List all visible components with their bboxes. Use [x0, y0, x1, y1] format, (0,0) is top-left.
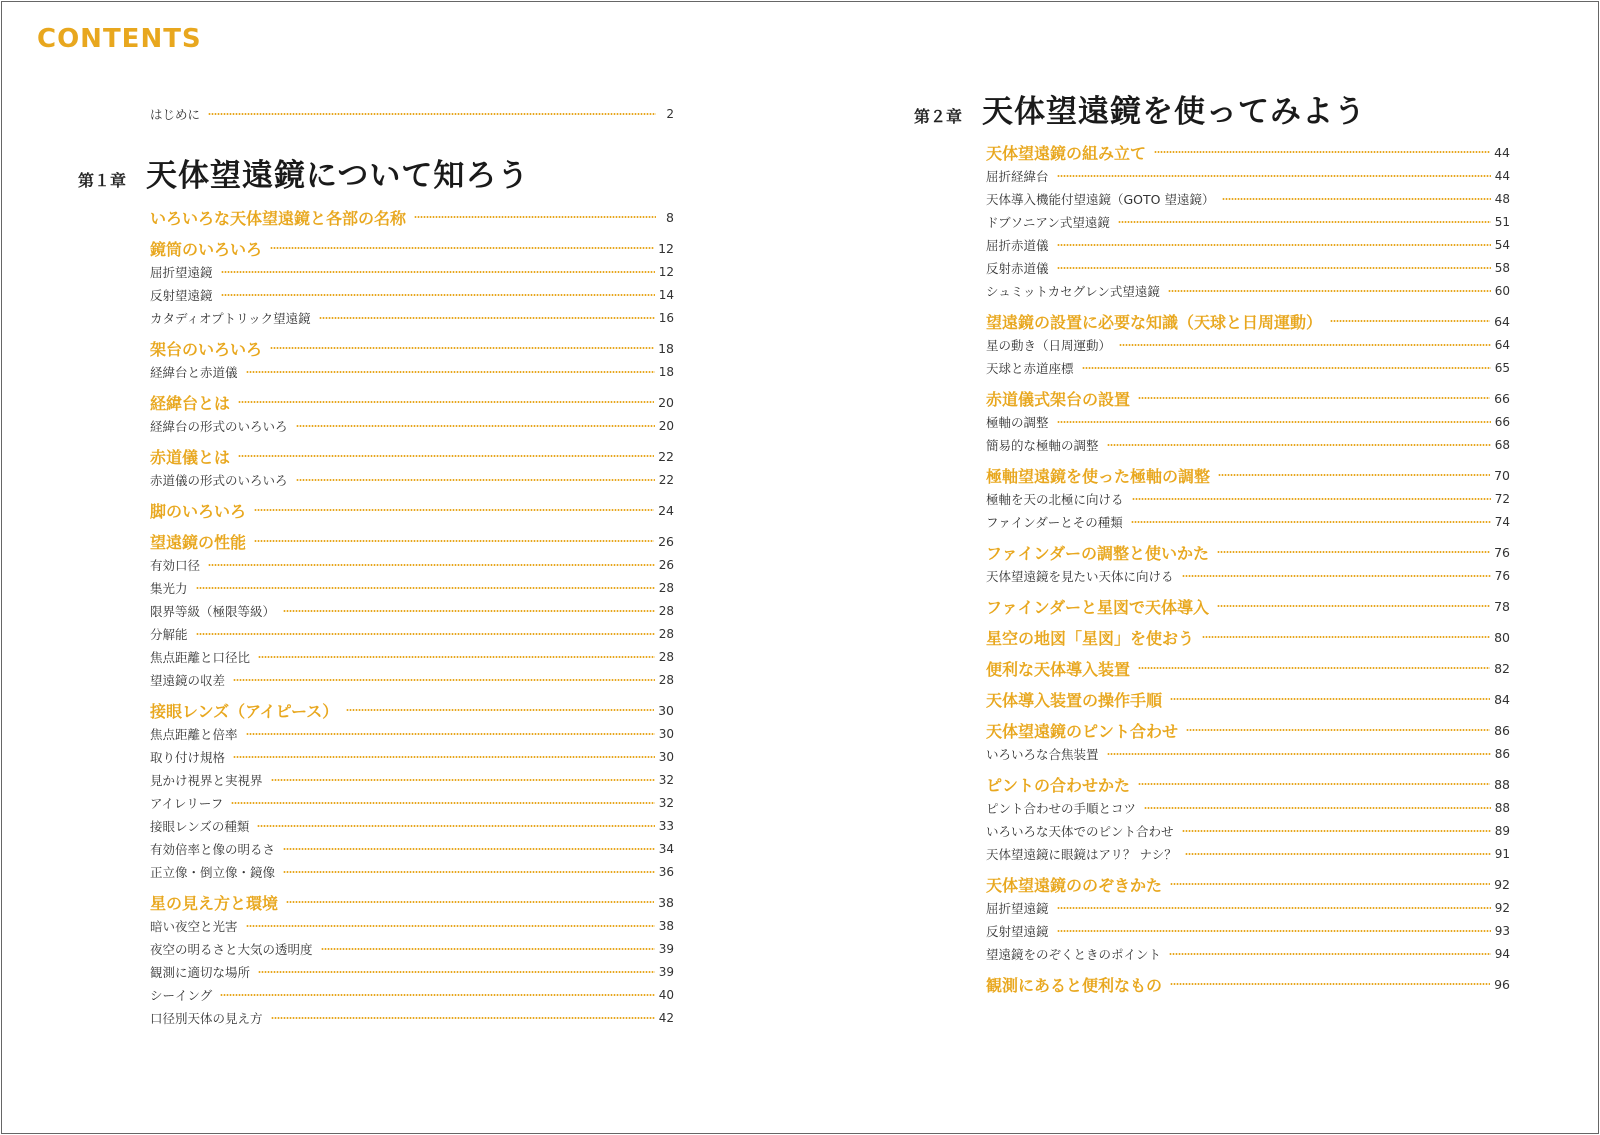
toc-section-heading[interactable]: [150, 890, 674, 914]
dot-leader: [1154, 151, 1490, 153]
chapter-title: 天体望遠鏡について知ろう: [146, 158, 530, 194]
toc-subentry[interactable]: [986, 487, 1510, 510]
toc-entry-label: 天球と赤道座標: [986, 360, 1074, 376]
page-number: 92: [1494, 876, 1510, 892]
dot-leader: [283, 610, 655, 612]
toc-entry-label: 夜空の明るさと大気の透明度: [150, 941, 313, 957]
dot-leader: [1119, 344, 1491, 346]
page-number: 48: [1494, 191, 1510, 206]
toc-entry-label: 焦点距離と口径比: [150, 649, 251, 665]
contents-heading: CONTENTS: [37, 24, 202, 54]
dot-leader: [238, 401, 654, 403]
toc-subentry[interactable]: [986, 187, 1510, 210]
dot-leader: [254, 540, 654, 542]
page-number: 33: [658, 818, 674, 833]
page-number: 28: [658, 672, 674, 687]
toc-entry-label: カタディオプトリック望遠鏡: [150, 310, 311, 326]
dot-leader: [270, 247, 654, 249]
page-number: 22: [658, 472, 674, 487]
toc-entry-label: 屈折望遠鏡: [986, 900, 1049, 916]
toc-section-heading[interactable]: [150, 498, 674, 522]
toc-section-heading[interactable]: [986, 972, 1510, 996]
page-number: 74: [1494, 514, 1510, 529]
toc-subentry[interactable]: [150, 837, 674, 860]
page-number: 12: [658, 264, 674, 279]
toc-entry-label: 赤道儀の形式のいろいろ: [150, 472, 288, 488]
toc-entry-label: ファインダーの調整と使いかた: [986, 543, 1210, 563]
toc-subentry[interactable]: [150, 791, 674, 814]
toc-subentry[interactable]: [986, 919, 1510, 942]
toc-section: [986, 540, 1510, 587]
toc-entry-label: いろいろな天体望遠鏡と各部の名称: [150, 208, 407, 228]
toc-entry-label: 反射望遠鏡: [986, 923, 1049, 939]
toc-subentry[interactable]: [986, 896, 1510, 919]
dot-leader: [271, 779, 655, 781]
page-number: 30: [658, 726, 674, 741]
toc-section: [150, 529, 674, 691]
toc-entry-label: 望遠鏡の性能: [150, 532, 247, 552]
page-number: 66: [1494, 414, 1510, 429]
toc-subentry[interactable]: [986, 210, 1510, 233]
toc-subentry[interactable]: [986, 510, 1510, 533]
toc-subentry[interactable]: [150, 576, 674, 599]
toc-entry-label: 極軸の調整: [986, 414, 1049, 430]
intro-entry[interactable]: [150, 104, 674, 124]
toc-entry-label: 屈折望遠鏡: [150, 264, 213, 280]
dot-leader: [271, 1017, 655, 1019]
toc-entry-label: 赤道儀式架台の設置: [986, 389, 1131, 409]
toc-subentry[interactable]: [986, 410, 1510, 433]
page-number: 39: [658, 964, 674, 979]
dot-leader: [1118, 221, 1491, 223]
page-number: 38: [658, 894, 674, 910]
toc-entry-label: 星の見え方と環境: [150, 893, 279, 913]
page-number: 26: [658, 533, 674, 549]
toc-entry-label: 星空の地図「星図」を使おう: [986, 628, 1195, 648]
toc-section-heading[interactable]: [986, 140, 1510, 164]
dot-leader: [1107, 753, 1491, 755]
toc-section: [150, 498, 674, 522]
toc-subentry[interactable]: [150, 768, 674, 791]
toc-entry-label: ドブソニアン式望遠鏡: [986, 214, 1110, 230]
toc-section-heading[interactable]: [986, 772, 1510, 796]
toc-entry-label: 赤道儀とは: [150, 447, 231, 467]
toc-entry-label: 極軸を天の北極に向ける: [986, 491, 1124, 507]
dot-leader: [1082, 367, 1491, 369]
toc-section: [986, 386, 1510, 456]
dot-leader: [286, 901, 654, 903]
page-number: 34: [658, 841, 674, 856]
dot-leader: [258, 656, 655, 658]
toc-entry-label: 経緯台の形式のいろいろ: [150, 418, 288, 434]
page-number: 51: [1494, 214, 1510, 229]
toc-entry-label: 暗い夜空と光害: [150, 918, 238, 934]
page-number: 28: [658, 580, 674, 595]
toc-entry-label: 望遠鏡の収差: [150, 672, 226, 688]
toc-subentry[interactable]: [150, 814, 674, 837]
toc-section: [986, 656, 1510, 680]
toc-subentry[interactable]: [986, 564, 1510, 587]
dot-leader: [258, 971, 655, 973]
toc-section: [986, 309, 1510, 379]
page-number: 91: [1494, 846, 1510, 861]
toc-entry-label: 反射望遠鏡: [150, 287, 213, 303]
dot-leader: [1057, 930, 1491, 932]
dot-leader: [1057, 244, 1491, 246]
page-number: 58: [1494, 260, 1510, 275]
toc-subentry[interactable]: [150, 360, 674, 383]
page-number: 96: [1494, 976, 1510, 992]
toc-section-heading[interactable]: [986, 625, 1510, 649]
page-number: 44: [1494, 144, 1510, 160]
dot-leader: [1057, 907, 1491, 909]
dot-leader: [283, 848, 655, 850]
page-number: 14: [658, 287, 674, 302]
toc-section-heading[interactable]: [150, 390, 674, 414]
toc-entry-label: シュミットカセグレン式望遠鏡: [986, 283, 1160, 299]
toc-section-heading[interactable]: [150, 698, 674, 722]
dot-leader: [1057, 421, 1491, 423]
dot-leader: [1057, 267, 1491, 269]
toc-entry-label: 観測に適切な場所: [150, 964, 251, 980]
toc-entry-label: ファインダーと星図で天体導入: [986, 597, 1210, 617]
dot-leader: [296, 425, 655, 427]
toc-entry-label: 反射赤道儀: [986, 260, 1049, 276]
dot-leader: [221, 271, 655, 273]
toc-entry-label: アイレリーフ: [150, 795, 224, 811]
dot-leader: [321, 948, 655, 950]
toc-entry-label: 正立像・倒立像・鏡像: [150, 864, 276, 880]
chapter-2-toc: [986, 140, 1510, 996]
toc-section-heading[interactable]: [150, 236, 674, 260]
toc-entry-label: 屈折経緯台: [986, 168, 1049, 184]
page-number: 20: [658, 418, 674, 433]
dot-leader: [1182, 830, 1491, 832]
dot-leader: [283, 871, 655, 873]
dot-leader: [1222, 198, 1490, 200]
page-number: 36: [658, 864, 674, 879]
toc-subentry[interactable]: [986, 433, 1510, 456]
page-number: 92: [1494, 900, 1510, 915]
dot-leader: [238, 455, 654, 457]
toc-entry-label: 極軸望遠鏡を使った極軸の調整: [986, 466, 1211, 486]
toc-entry-label: はじめに: [150, 107, 201, 122]
toc-entry-label: 経緯台とは: [150, 393, 231, 413]
toc-entry-label: 架台のいろいろ: [150, 339, 263, 359]
toc-section: [150, 205, 674, 229]
toc-entry-label: 分解能: [150, 626, 188, 642]
toc-entry-label: 限界等級（極限等級）: [150, 603, 276, 619]
page-number: 82: [1494, 660, 1510, 676]
toc-subentry[interactable]: [150, 722, 674, 745]
dot-leader: [246, 733, 655, 735]
toc-section: [150, 390, 674, 437]
toc-section-heading[interactable]: [986, 540, 1510, 564]
toc-section-heading[interactable]: [150, 529, 674, 553]
dot-leader: [1217, 551, 1490, 553]
toc-entry-label: 天体導入機能付望遠鏡（GOTO 望遠鏡）: [986, 191, 1215, 207]
toc-entry-label: 口径別天体の見え方: [150, 1010, 263, 1026]
toc-entry-label: ファインダーとその種類: [986, 514, 1123, 530]
page-number: 86: [1494, 746, 1510, 761]
page-number: 18: [658, 340, 674, 356]
page-number: 12: [658, 240, 674, 256]
toc-entry-label: 接眼レンズの種類: [150, 818, 250, 834]
dot-leader: [231, 802, 654, 804]
dot-leader: [233, 756, 655, 758]
toc-section: [150, 698, 674, 883]
page-number: 76: [1494, 568, 1510, 583]
toc-entry-label: 接眼レンズ（アイピース）: [150, 701, 339, 721]
toc-entry-label: 天体望遠鏡の組み立て: [986, 143, 1147, 163]
chapter-1-heading: [78, 150, 529, 195]
toc-section-heading[interactable]: [986, 463, 1510, 487]
page-number: 78: [1494, 598, 1510, 614]
toc-entry-label: 焦点距離と倍率: [150, 726, 238, 742]
page-number: 20: [658, 394, 674, 410]
toc-section: [986, 718, 1510, 765]
toc-section: [150, 236, 674, 329]
page-number: 64: [1494, 313, 1510, 329]
toc-entry-label: 天体望遠鏡のピント合わせ: [986, 721, 1179, 741]
chapter-1-toc: [150, 205, 674, 1029]
page-number: 28: [658, 603, 674, 618]
page-number: 30: [658, 702, 674, 718]
page-number: 93: [1494, 923, 1510, 938]
toc-entry-label: 天体望遠鏡ののぞきかた: [986, 875, 1163, 895]
dot-leader: [208, 564, 655, 566]
dot-leader: [1330, 320, 1490, 322]
toc-entry-label: 有効口径: [150, 557, 201, 573]
page-number: 28: [658, 649, 674, 664]
dot-leader: [221, 294, 655, 296]
page-number: 32: [658, 795, 674, 810]
toc-subentry[interactable]: [150, 668, 674, 691]
toc-entry-label: 有効倍率と像の明るさ: [150, 841, 276, 857]
dot-leader: [296, 479, 655, 481]
page-number: 94: [1494, 946, 1510, 961]
toc-subentry[interactable]: [150, 860, 674, 883]
toc-entry-label: ピント合わせの手順とコツ: [986, 800, 1137, 816]
toc-entry-label: 天体望遠鏡に眼鏡はアリ？ ナシ？: [986, 846, 1177, 862]
toc-subentry[interactable]: [150, 468, 674, 491]
dot-leader: [319, 317, 655, 319]
toc-subentry[interactable]: [986, 842, 1510, 865]
toc-section-heading[interactable]: [986, 718, 1510, 742]
dot-leader: [1107, 444, 1491, 446]
dot-leader: [1168, 290, 1491, 292]
toc-subentry[interactable]: [150, 283, 674, 306]
dot-leader: [1170, 883, 1490, 885]
dot-leader: [1169, 953, 1491, 955]
page-number: 26: [658, 557, 674, 572]
page-number: 32: [658, 772, 674, 787]
toc-section-heading[interactable]: [150, 205, 674, 229]
toc-entry-label: 見かけ視界と実視界: [150, 772, 263, 788]
dot-leader: [254, 509, 654, 511]
toc-section: [986, 772, 1510, 865]
dot-leader: [1138, 397, 1490, 399]
dot-leader: [1138, 667, 1490, 669]
toc-entry-label: 観測にあると便利なもの: [986, 975, 1163, 995]
page-number: 2: [666, 107, 674, 121]
page-number: 64: [1494, 337, 1510, 352]
toc-section: [986, 872, 1510, 965]
toc-subentry[interactable]: [986, 333, 1510, 356]
page-number: 28: [658, 626, 674, 641]
toc-subentry[interactable]: [986, 356, 1510, 379]
toc-section: [986, 687, 1510, 711]
dot-leader: [414, 216, 656, 218]
toc-entry-label: 取り付け規格: [150, 749, 226, 765]
chapter-2-heading: [914, 86, 1366, 131]
dot-leader: [257, 825, 654, 827]
dot-leader: [196, 587, 655, 589]
dot-leader: [233, 679, 655, 681]
page-number: 22: [658, 448, 674, 464]
toc-subentry[interactable]: [150, 1006, 674, 1029]
toc-subentry[interactable]: [150, 260, 674, 283]
toc-section-heading[interactable]: [986, 687, 1510, 711]
toc-section: [986, 140, 1510, 302]
dot-leader: [270, 347, 654, 349]
toc-entry-label: いろいろな天体でのピント合わせ: [986, 823, 1174, 839]
toc-subentry[interactable]: [150, 914, 674, 937]
page-number: 24: [658, 502, 674, 518]
dot-leader: [1182, 575, 1491, 577]
toc-entry-label: 望遠鏡をのぞくときのポイント: [986, 946, 1162, 962]
page-number: 39: [658, 941, 674, 956]
page-number: 42: [658, 1010, 674, 1025]
dot-leader: [1217, 605, 1490, 607]
toc-section-heading[interactable]: [986, 594, 1510, 618]
toc-subentry[interactable]: [150, 414, 674, 437]
dot-leader: [1186, 729, 1490, 731]
dot-leader: [1202, 636, 1490, 638]
dot-leader: [1057, 175, 1491, 177]
page-number: 44: [1494, 168, 1510, 183]
toc-subentry[interactable]: [986, 819, 1510, 842]
toc-section: [986, 594, 1510, 618]
page-number: 60: [1494, 283, 1510, 298]
toc-entry-label: 便利な天体導入装置: [986, 659, 1131, 679]
toc-entry-label: ピントの合わせかた: [986, 775, 1131, 795]
page-number: 38: [658, 918, 674, 933]
toc-entry-label: 天体導入装置の操作手順: [986, 690, 1163, 710]
toc-section-heading[interactable]: [150, 336, 674, 360]
toc-entry-label: 簡易的な極軸の調整: [986, 437, 1099, 453]
dot-leader: [1185, 853, 1491, 855]
toc-subentry[interactable]: [150, 645, 674, 668]
page-number: 84: [1494, 691, 1510, 707]
toc-section: [150, 890, 674, 1029]
dot-leader: [346, 709, 654, 711]
dot-leader: [246, 371, 655, 373]
page-number: 80: [1494, 629, 1510, 645]
toc-subentry[interactable]: [150, 745, 674, 768]
toc-entry-label: 鏡筒のいろいろ: [150, 239, 263, 259]
page-number: 54: [1494, 237, 1510, 252]
toc-subentry[interactable]: [150, 937, 674, 960]
toc-subentry[interactable]: [150, 306, 674, 329]
dot-leader: [1131, 521, 1491, 523]
toc-entry-label: いろいろな合焦装置: [986, 746, 1099, 762]
page-number: 88: [1494, 800, 1510, 815]
page-number: 16: [658, 310, 674, 325]
toc-subentry[interactable]: [150, 960, 674, 983]
dot-leader: [208, 113, 656, 115]
toc-section: [986, 972, 1510, 996]
chapter-title: 天体望遠鏡を使ってみよう: [982, 94, 1367, 130]
toc-subentry[interactable]: [150, 983, 674, 1006]
toc-entry-label: シーイング: [150, 987, 213, 1003]
toc-entry-label: 屈折赤道儀: [986, 237, 1049, 253]
chapter-label: 第２章: [914, 107, 963, 126]
page-number: 72: [1494, 491, 1510, 506]
page-number: 65: [1494, 360, 1510, 375]
toc-section: [150, 444, 674, 491]
dot-leader: [1170, 983, 1490, 985]
chapter-label: 第１章: [78, 171, 127, 190]
toc-subentry[interactable]: [986, 942, 1510, 965]
toc-section-heading[interactable]: [150, 444, 674, 468]
toc-subentry[interactable]: [986, 796, 1510, 819]
dot-leader: [246, 925, 655, 927]
toc-section-heading[interactable]: [986, 386, 1510, 410]
toc-section-heading[interactable]: [986, 872, 1510, 896]
dot-leader: [196, 633, 655, 635]
toc-subentry[interactable]: [150, 622, 674, 645]
dot-leader: [1138, 783, 1490, 785]
toc-entry-label: 経緯台と赤道儀: [150, 364, 238, 380]
page-number: 89: [1494, 823, 1510, 838]
page-number: 68: [1494, 437, 1510, 452]
page-number: 30: [658, 749, 674, 764]
dot-leader: [1218, 474, 1490, 476]
toc-subentry[interactable]: [986, 233, 1510, 256]
page-number: 76: [1494, 544, 1510, 560]
page-number: 70: [1494, 467, 1510, 483]
dot-leader: [1144, 807, 1491, 809]
toc-section-heading[interactable]: [986, 656, 1510, 680]
toc-entry-label: 望遠鏡の設置に必要な知識（天球と日周運動）: [986, 312, 1323, 332]
toc-subentry[interactable]: [986, 256, 1510, 279]
dot-leader: [1170, 698, 1490, 700]
toc-entry-label: 天体望遠鏡を見たい天体に向ける: [986, 568, 1174, 584]
toc-section: [150, 336, 674, 383]
page-number: 88: [1494, 776, 1510, 792]
toc-subentry[interactable]: [150, 553, 674, 576]
toc-section: [986, 625, 1510, 649]
toc-subentry[interactable]: [986, 742, 1510, 765]
page-number: 8: [666, 209, 674, 225]
toc-entry-label: 集光力: [150, 580, 188, 596]
toc-entry-label: 星の動き（日周運動）: [986, 337, 1112, 353]
page-number: 86: [1494, 722, 1510, 738]
page-number: 18: [658, 364, 674, 379]
dot-leader: [220, 994, 654, 996]
toc-subentry[interactable]: [150, 599, 674, 622]
toc-entry-label: 脚のいろいろ: [150, 501, 247, 521]
page-number: 40: [658, 987, 674, 1002]
toc-subentry[interactable]: [986, 279, 1510, 302]
page-number: 66: [1494, 390, 1510, 406]
toc-section: [986, 463, 1510, 533]
toc-section-heading[interactable]: [986, 309, 1510, 333]
toc-subentry[interactable]: [986, 164, 1510, 187]
dot-leader: [1132, 498, 1491, 500]
